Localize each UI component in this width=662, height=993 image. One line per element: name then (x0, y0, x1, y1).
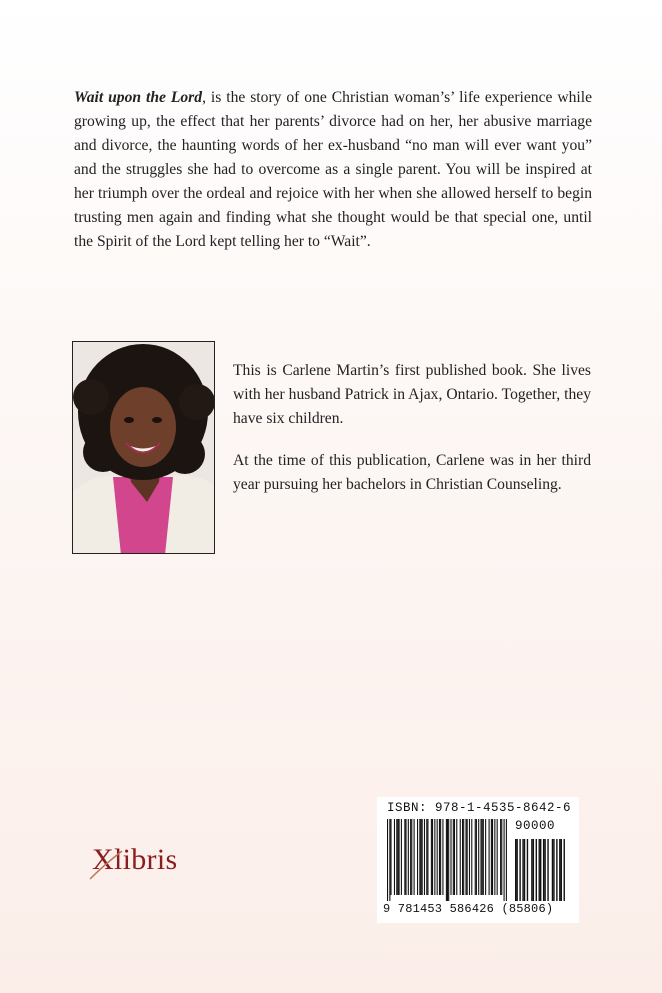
publisher-logo (92, 843, 177, 877)
barcode-digits (383, 902, 553, 916)
isbn-barcode (377, 797, 579, 923)
bio-paragraph-2: At the time of this publication, Carlene was in her third year pursuing her bachelors in Christian Counseling. (233, 452, 591, 493)
author-bio (233, 359, 591, 497)
ean-digits: 9 781453 586426 (383, 902, 495, 916)
publisher-logo-text: Xlibris (92, 843, 178, 876)
book-blurb (74, 86, 592, 254)
isbn-label: ISBN: 978-1-4535-8642-6 (387, 801, 572, 815)
bio-paragraph-1: This is Carlene Martin’s first published book. She lives with her husband Patrick in Ajax, Ontario. Together, they have six children. (233, 362, 591, 427)
logo-swoosh-icon (88, 847, 124, 883)
book-title: Wait upon the Lord (74, 89, 203, 106)
addon-price: 90000 (515, 819, 556, 833)
author-photo (72, 341, 215, 554)
blurb-text: , is the story of one Christian woman’s’ life experience while growing up, the effect that her parents’ divorce had on her, her abusive marriage and divorce, the haunting words of her ex-husband “no man will ever want you” and the struggles she had to overcome as a single parent. You will be inspired at her triumph over the ordeal and rejoice with her when she allowed herself to begin trusting men again and finding what she thought would be that special one, until the Spirit of the Lord kept telling her to “Wait”. (74, 89, 592, 250)
addon-code: (85806) (501, 902, 554, 916)
